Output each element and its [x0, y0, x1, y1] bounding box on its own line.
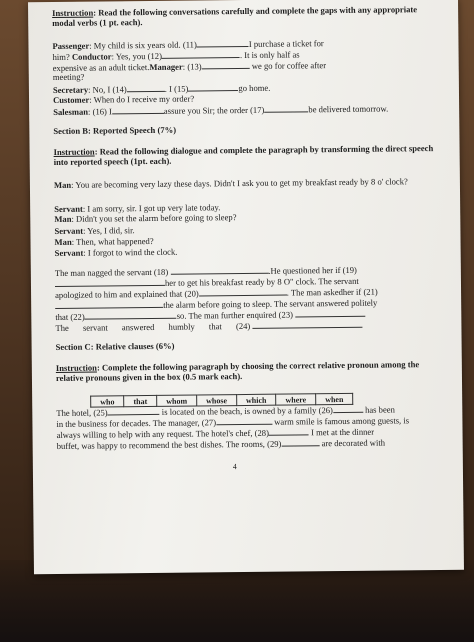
line-text: : My child is six years old. (11): [89, 39, 197, 51]
page-number: 4: [232, 462, 237, 472]
gap-19-cont[interactable]: [55, 277, 165, 287]
gap-11[interactable]: [197, 38, 249, 48]
speaker: Secretary: [52, 84, 89, 95]
speaker: Man: [54, 236, 72, 247]
paragraph-text: warm smile is famous among guests, is: [274, 415, 410, 427]
paragraph-text: . The man askedher if (21): [286, 286, 378, 298]
line-text: be delivered tomorrow.: [308, 103, 389, 115]
gap-18[interactable]: [170, 265, 268, 275]
speaker: Salesman: [53, 106, 89, 117]
line-text: I purchase a ticket for: [248, 38, 324, 49]
section-c-heading: Section C: Relative clauses (6%): [55, 340, 175, 352]
section-c-instruction: [56, 359, 442, 383]
gap-13[interactable]: [202, 60, 250, 70]
gap-25[interactable]: [108, 406, 160, 416]
paragraph-text: .He questioned her if (19): [268, 264, 357, 276]
line-text: we go for coffee after: [251, 60, 327, 71]
gap-27[interactable]: [216, 416, 272, 426]
paragraph-text: The man nagged the servant (18): [54, 266, 169, 278]
gap-15[interactable]: [188, 82, 238, 92]
speaker: Manager: [149, 61, 183, 72]
instruction-label: Instruction: [55, 362, 97, 373]
gap-12[interactable]: [162, 49, 240, 59]
line-text: . I (15): [164, 83, 189, 94]
exam-page: [28, 0, 464, 574]
line-text: . It is only half as: [239, 49, 300, 61]
gap-14[interactable]: [127, 83, 165, 92]
section-b-instruction: [54, 143, 440, 167]
pronoun-option: that: [124, 395, 157, 406]
line-text: : (13): [182, 61, 202, 72]
line-text: expensive as an adult ticket.: [52, 61, 150, 73]
gap-28[interactable]: [269, 426, 309, 435]
line-text: : You are becoming very lazy these days. Didn't I ask you to get my breakfast ready by 8 o' clock?: [71, 176, 408, 190]
speaker: Customer: [52, 94, 90, 105]
instruction-text: : Read the following dialogue and complete the paragraph by transforming the direct speech into reported speech (1pt. each).: [53, 143, 434, 168]
pronoun-option: whose: [197, 395, 237, 406]
instruction-text: : Complete the following paragraph by choosing the correct relative pronoun among the relative pronouns given in the box (0.5 mark each).: [55, 359, 420, 384]
gap-23[interactable]: [295, 308, 365, 318]
pronoun-option: whom: [157, 395, 197, 406]
line-text: assure you Sir; the order (17): [163, 104, 265, 116]
line-text: : (16) I: [87, 106, 112, 117]
gap-16[interactable]: [112, 105, 164, 115]
paragraph-text: her to get his breakfast ready by 8 O" clock. The servant: [164, 275, 359, 288]
line-text: : I forgot to wind the clock.: [83, 246, 178, 258]
pronoun-option: who: [91, 396, 124, 407]
speaker: Conductor: [71, 51, 112, 62]
section-a-instruction: [52, 4, 438, 28]
line-text: : Then, what happened?: [71, 235, 154, 247]
line-text: : When do I receive my order?: [89, 93, 195, 105]
gap-24[interactable]: [252, 319, 362, 329]
paragraph-text: has been: [364, 404, 395, 415]
pronoun-option: which: [236, 394, 276, 405]
instruction-label: Instruction: [52, 7, 94, 18]
instruction-text: : Read the following conversations carefully and complete the gaps with any appropriate modal verbs (1 pt. each).: [52, 4, 418, 29]
paragraph-text: that (22): [55, 311, 85, 322]
gap-26[interactable]: [333, 404, 363, 413]
paragraph-text: are decorated with: [321, 437, 386, 449]
gap-17[interactable]: [264, 103, 308, 112]
speaker: Man: [53, 179, 72, 190]
gap-22[interactable]: [85, 310, 177, 320]
paragraph-text: in the business for decades. The manager, (27): [56, 417, 217, 429]
paragraph-text: is located on the beach, is owned by a family (26): [161, 405, 333, 417]
paragraph-text: buffet, was happy to recommend the best dishes. The rooms, (29): [56, 438, 282, 451]
line-text: : Didn't you set the alarm before going to sleep?: [71, 212, 237, 224]
speaker: Man: [54, 213, 72, 224]
gap-20[interactable]: [199, 287, 287, 297]
dialogue-line: [54, 176, 440, 190]
paragraph-text: so. The man further enquired (23): [176, 309, 294, 321]
speaker: Servant: [54, 225, 84, 236]
line-text: meeting?: [52, 71, 85, 82]
line-text: him?: [52, 51, 72, 62]
section-b-heading: Section B: Reported Speech (7%): [53, 124, 177, 136]
pronoun-option: where: [276, 394, 316, 405]
paragraph-text: The hotel, (25): [56, 407, 108, 418]
paragraph-text: The servant answered humbly that (24): [55, 320, 251, 333]
line-text: : Yes, you (12): [111, 50, 162, 62]
paragraph-text: I met at the dinner: [311, 426, 375, 438]
instruction-label: Instruction: [53, 146, 95, 157]
speaker: Servant: [54, 203, 83, 214]
speaker: Passenger: [52, 40, 90, 51]
gap-29[interactable]: [281, 437, 319, 446]
pronoun-option: when: [316, 393, 353, 404]
line-text: : I am sorry, sir. I got up very late today.: [82, 202, 221, 214]
paragraph-text: the alarm before going to sleep. The servant answered politely: [163, 297, 378, 310]
line-text: : Yes, I did, sir.: [83, 225, 135, 236]
line-text: : No, I (14): [88, 84, 127, 95]
line-text: go home.: [238, 82, 271, 94]
paragraph-text: always willing to help with any request. The hotel's chef, (28): [56, 427, 269, 440]
paragraph-text: apologized to him and explained that (20): [55, 288, 199, 300]
gap-21-cont[interactable]: [55, 299, 163, 309]
speaker: Servant: [54, 247, 84, 258]
